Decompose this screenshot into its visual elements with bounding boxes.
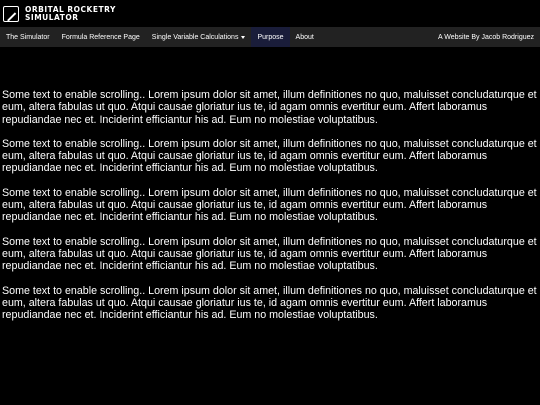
nav-item-label: Single Variable Calculations xyxy=(151,33,239,41)
nav-item-the-simulator[interactable] xyxy=(0,27,56,47)
logo-line-1: ORBITAL ROCKETRY xyxy=(25,4,116,14)
site-logo[interactable] xyxy=(3,6,116,22)
logo-icon xyxy=(3,6,19,22)
logo-text xyxy=(25,6,116,22)
nav-item-label: The Simulator xyxy=(6,33,50,41)
nav-item-purpose[interactable] xyxy=(251,27,289,47)
content-paragraph: Some text to enable scrolling.. Lorem ipsum dolor sit amet, illum definitiones no quo, maluisset concludaturque et eum, altera fabulas ut quo. Atqui causae gloriatur ius te, id agam omnis evertitur eum. Affert laboramus repudiandae nec et. Inciderint efficiantur his ad. Eum no molestiae voluptatibus. xyxy=(2,89,537,126)
main-navbar xyxy=(0,27,540,47)
site-header xyxy=(0,0,540,27)
nav-item-label: About xyxy=(295,33,314,41)
nav-item-about[interactable] xyxy=(290,27,320,47)
logo-line-2: SIMULATOR xyxy=(25,12,79,22)
content-paragraph: Some text to enable scrolling.. Lorem ipsum dolor sit amet, illum definitiones no quo, maluisset concludaturque et eum, altera fabulas ut quo. Atqui causae gloriatur ius te, id agam omnis evertitur eum. Affert laboramus repudiandae nec et. Inciderint efficiantur his ad. Eum no molestiae voluptatibus. xyxy=(2,186,537,224)
chevron-down-icon xyxy=(241,36,245,39)
main-content xyxy=(0,47,540,321)
nav-item-label: Purpose xyxy=(257,33,284,41)
nav-spacer xyxy=(320,27,432,47)
content-paragraph: Some text to enable scrolling.. Lorem ipsum dolor sit amet, illum definitiones no quo, maluisset concludaturque et eum, altera fabulas ut quo. Atqui causae gloriatur ius te, id agam omnis evertitur eum. Affert laboramus repudiandae nec et. Inciderint efficiantur his ad. Eum no molestiae voluptatibus. xyxy=(2,235,537,273)
content-paragraph: Some text to enable scrolling.. Lorem ipsum dolor sit amet, illum definitiones no quo, maluisset concludaturque et eum, altera fabulas ut quo. Atqui causae gloriatur ius te, id agam omnis evertitur eum. Affert laboramus repudiandae nec et. Inciderint efficiantur his ad. Eum no molestiae voluptatibus. xyxy=(2,137,537,175)
author-credit: A Website By Jacob Rodriguez xyxy=(438,33,534,41)
nav-item-label: Formula Reference Page xyxy=(61,33,140,41)
nav-item-single-variable-calculations[interactable] xyxy=(146,27,252,47)
nav-item-formula-reference[interactable] xyxy=(56,27,146,47)
content-paragraph: Some text to enable scrolling.. Lorem ipsum dolor sit amet, illum definitiones no quo, maluisset concludaturque et eum, altera fabulas ut quo. Atqui causae gloriatur ius te, id agam omnis evertitur eum. Affert laboramus repudiandae nec et. Inciderint efficiantur his ad. Eum no molestiae voluptatibus. xyxy=(2,284,537,322)
